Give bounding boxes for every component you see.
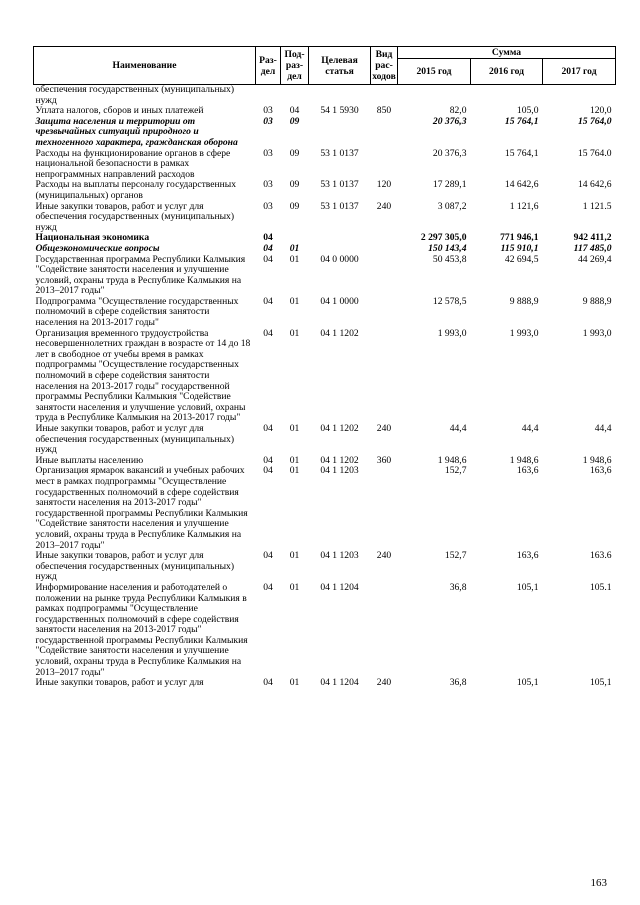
table-row	[34, 583, 616, 678]
row-target-article: 53 1 0137	[320, 147, 359, 159]
row-sum-2015: 2 297 305,0	[420, 232, 467, 244]
row-sum-2015: 17 289,1	[432, 179, 467, 191]
row-sum-2016: 105,1	[516, 581, 539, 593]
row-sum-2017: 44 269,4	[577, 253, 612, 265]
row-sum-2016: 14 642,6	[504, 179, 539, 191]
row-target-article: 04 1 1202	[320, 423, 359, 434]
row-sum-2017: 15 764,0	[577, 115, 612, 127]
row-sum-2016: 1 121,6	[509, 200, 539, 212]
table-row	[34, 551, 616, 583]
row-expense-type	[371, 583, 398, 678]
row-sum-2017: 15 764.0	[577, 147, 612, 159]
row-expense-type: 240	[376, 423, 392, 434]
row-podrazdel: 01	[289, 242, 300, 254]
row-sum-2015: 152,7	[444, 465, 467, 477]
row-razdel: 03	[263, 179, 273, 191]
row-sum-2015: 12 578,5	[432, 295, 467, 307]
row-sum-2017: 163,6	[589, 465, 612, 477]
table-row	[34, 85, 616, 107]
row-expense-type	[371, 244, 398, 255]
row-razdel: 04	[263, 677, 273, 689]
row-expense-type	[371, 466, 398, 551]
row-razdel: 04	[263, 581, 273, 593]
row-expense-type: 240	[376, 200, 392, 212]
table-row	[34, 329, 616, 424]
row-sum-2016: 15 764,1	[504, 115, 539, 127]
row-name: Иные выплаты населению	[35, 454, 144, 466]
row-sum-2015: 44,4	[449, 423, 467, 434]
row-sum-2015: 150 143,4	[428, 242, 467, 254]
row-razdel: 04	[263, 242, 273, 254]
row-target-article: 04 1 1204	[320, 581, 359, 593]
row-target-article: 04 1 1203	[320, 550, 359, 562]
row-sum-2016: 15 764,1	[504, 147, 539, 159]
row-sum-2016: 42 694,5	[504, 253, 539, 265]
row-expense-type	[371, 149, 398, 181]
row-razdel: 03	[263, 115, 273, 127]
row-podrazdel	[281, 85, 309, 107]
row-sum-2016: 105,0	[516, 105, 539, 117]
row-sum-2016: 771 946,1	[500, 232, 539, 244]
row-expense-type: 240	[376, 550, 392, 562]
row-razdel: 04	[263, 465, 273, 477]
row-name: Иные закупки товаров, работ и услуг для обеспечения государственных (муниципальных) нужд	[35, 200, 235, 233]
row-razdel: 03	[263, 147, 273, 159]
row-sum-2016	[471, 85, 543, 107]
row-sum-2015: 1 993,0	[437, 327, 467, 339]
row-sum-2015: 50 453,8	[432, 253, 467, 265]
row-sum-2016: 1 948,6	[509, 454, 539, 466]
row-sum-2017: 1 993,0	[582, 327, 612, 339]
row-sum-2016: 9 888,9	[509, 295, 539, 307]
header-name: Наименование	[34, 47, 256, 85]
row-sum-2015: 82,0	[449, 105, 467, 117]
row-razdel: 03	[263, 105, 273, 117]
row-razdel: 04	[263, 550, 273, 562]
table-row	[34, 117, 616, 149]
page-number: 163	[590, 877, 607, 889]
row-name: Информирование населения и работодателей о положении на рынке труда Республики Калмыкия в рамках подпрограммы "Осуществление государственных полномочий в сфере содействия занятости населения на 2013-2017 годы" государственной программы Республики Калмыкия "Содействие занятости населения и улучшение условий, охраны труда в Республике Калмыкия на 2013–2017 годы"	[35, 581, 248, 678]
row-sum-2015: 20 376,3	[432, 147, 467, 159]
row-expense-type	[371, 329, 398, 424]
row-sum-2017: 163.6	[589, 550, 612, 562]
header-target-article: Целевая статья	[309, 47, 371, 85]
budget-table	[33, 46, 616, 689]
row-expense-type	[371, 255, 398, 297]
row-sum-2015: 36,8	[449, 581, 467, 593]
row-sum-2017: 1 121.5	[582, 200, 612, 212]
table-row	[34, 202, 616, 234]
row-expense-type: 120	[376, 179, 392, 191]
row-razdel: 04	[263, 423, 273, 434]
row-target-article: 04 1 1204	[320, 677, 359, 689]
row-name: Иные закупки товаров, работ и услуг для обеспечения государственных (муниципальных) нужд	[35, 550, 235, 583]
row-name: Организация временного трудоустройства несовершеннолетних граждан в возрасте от 14 до 18 лет в свободное от учебы время в рамках подпрограммы "Осуществление государственных полномочий в сфере содействия занятости населения на 2013-2017 годы" государственной программы Республики Калмыкия "Содействие занятости населения и улучшение условий, охраны труда в Республике Калмыкия на 2013-2017 годы"	[35, 327, 251, 424]
row-sum-2016: 163,6	[516, 465, 539, 477]
header-expense-type: Вид рас- ходов	[371, 47, 398, 85]
row-sum-2017: 942 411,2	[573, 232, 612, 244]
table-row	[34, 424, 616, 456]
row-sum-2017: 117 485,0	[573, 242, 612, 254]
row-sum-2015: 3 087,2	[437, 200, 467, 212]
row-podrazdel: 01	[289, 327, 300, 339]
row-expense-type: 850	[376, 105, 392, 117]
table-row	[34, 678, 616, 689]
table-row	[34, 255, 616, 297]
table-header	[34, 47, 616, 85]
row-podrazdel: 01	[289, 581, 300, 593]
row-name: Подпрограмма "Осуществление государственных полномочий в сфере содействия занятости населения на 2013-2017 годы"	[35, 295, 239, 329]
row-razdel	[256, 85, 281, 107]
header-sum: Сумма	[398, 47, 616, 59]
row-target-article: 04 1 1202	[320, 454, 359, 466]
row-podrazdel: 01	[289, 550, 300, 562]
row-sum-2015: 36,8	[449, 677, 467, 689]
row-sum-2017: 105,1	[589, 677, 612, 689]
row-sum-2015	[398, 85, 471, 107]
row-expense-type: 360	[376, 454, 392, 466]
row-sum-2016: 1 993,0	[509, 327, 539, 339]
row-podrazdel: 04	[289, 105, 300, 117]
row-razdel: 04	[263, 232, 273, 244]
row-razdel: 04	[263, 253, 273, 265]
row-podrazdel: 09	[289, 200, 300, 212]
row-podrazdel: 01	[289, 465, 300, 477]
table-row	[34, 297, 616, 329]
row-target-article: 04 0 0000	[320, 253, 359, 265]
row-target-article: 04 1 0000	[320, 295, 359, 307]
row-target-article: 53 1 0137	[320, 200, 359, 212]
table-row	[34, 466, 616, 551]
row-expense-type	[371, 85, 398, 107]
row-podrazdel: 09	[289, 147, 300, 159]
row-sum-2015: 152,7	[444, 550, 467, 562]
row-sum-2016: 44,4	[521, 423, 539, 434]
row-podrazdel: 01	[289, 423, 300, 434]
row-sum-2017: 14 642,6	[577, 179, 612, 191]
row-razdel: 03	[263, 200, 273, 212]
header-year-2015: 2015 год	[398, 59, 471, 85]
row-name: Национальная экономика	[35, 232, 150, 244]
row-sum-2017	[543, 85, 616, 107]
row-podrazdel: 01	[289, 253, 300, 265]
row-name: Организация ярмарок вакансий и учебных рабочих мест в рамках подпрограммы "Осуществление государственных полномочий в сфере содействия занятости населения на 2013-2017 годы" государственной программы Республики Калмыкия "Содействие занятости населения и улучшение условий, охраны труда в Республике Калмыкия на 2013–2017 годы"	[35, 465, 248, 551]
table-row	[34, 180, 616, 201]
row-name: Общеэкономические вопросы	[35, 242, 160, 254]
row-sum-2017: 120,0	[589, 105, 612, 117]
row-name: Расходы на выплаты персоналу государственных (муниципальных) органов	[35, 179, 237, 201]
row-target-article: 53 1 0137	[320, 179, 359, 191]
row-podrazdel: 01	[289, 677, 300, 689]
table-body	[34, 85, 616, 689]
row-target-article	[309, 117, 371, 149]
row-podrazdel: 09	[289, 115, 300, 127]
row-sum-2016: 163,6	[516, 550, 539, 562]
header-year-2017: 2017 год	[543, 59, 616, 85]
row-expense-type	[371, 117, 398, 149]
row-expense-type: 240	[376, 677, 392, 689]
header-podrazdel: Под- раз- дел	[281, 47, 309, 85]
row-target-article: 54 1 5930	[320, 105, 359, 117]
row-sum-2017: 9 888,9	[582, 295, 612, 307]
row-sum-2017: 105.1	[589, 581, 612, 593]
row-target-article	[309, 85, 371, 107]
row-sum-2016: 105,1	[516, 677, 539, 689]
row-razdel: 04	[263, 295, 273, 307]
row-podrazdel: 01	[289, 454, 300, 466]
row-razdel: 04	[263, 454, 273, 466]
row-target-article	[309, 244, 371, 255]
row-target-article	[309, 233, 371, 244]
header-year-2016: 2016 год	[471, 59, 543, 85]
row-name: Иные закупки товаров, работ и услуг для	[35, 677, 204, 689]
document-page	[33, 46, 615, 689]
row-sum-2017: 1 948,6	[582, 454, 612, 466]
row-sum-2015: 20 376,3	[432, 115, 467, 127]
row-expense-type	[371, 233, 398, 244]
table-row	[34, 149, 616, 181]
row-expense-type	[371, 297, 398, 329]
row-sum-2017: 44,4	[594, 423, 612, 434]
row-podrazdel: 01	[289, 295, 300, 307]
table-row	[34, 244, 616, 255]
row-sum-2015: 1 948,6	[437, 454, 467, 466]
row-name: Иные закупки товаров, работ и услуг для обеспечения государственных (муниципальных) нужд	[35, 423, 235, 456]
row-name: Государственная программа Республики Калмыкия "Содействие занятости населения и улучшение условий, охраны труда в Республике Калмыкия на 2013–2017 годы"	[35, 253, 246, 297]
row-name: Уплата налогов, сборов и иных платежей	[35, 105, 204, 117]
row-name: обеспечения государственных (муниципальных) нужд	[35, 84, 235, 106]
row-target-article: 04 1 1203	[320, 465, 359, 477]
row-podrazdel: 09	[289, 179, 300, 191]
row-name: Защита населения и территории от чрезвычайных ситуаций природного и техногенного характера, гражданская оборона	[35, 115, 238, 148]
row-target-article: 04 1 1202	[320, 327, 359, 339]
row-name: Расходы на функционирование органов в сфере национальной безопасности в рамках непрограммных направлений расходов	[35, 147, 231, 180]
header-razdel: Раз- дел	[256, 47, 281, 85]
row-sum-2016: 115 910,1	[500, 242, 539, 254]
row-razdel: 04	[263, 327, 273, 339]
